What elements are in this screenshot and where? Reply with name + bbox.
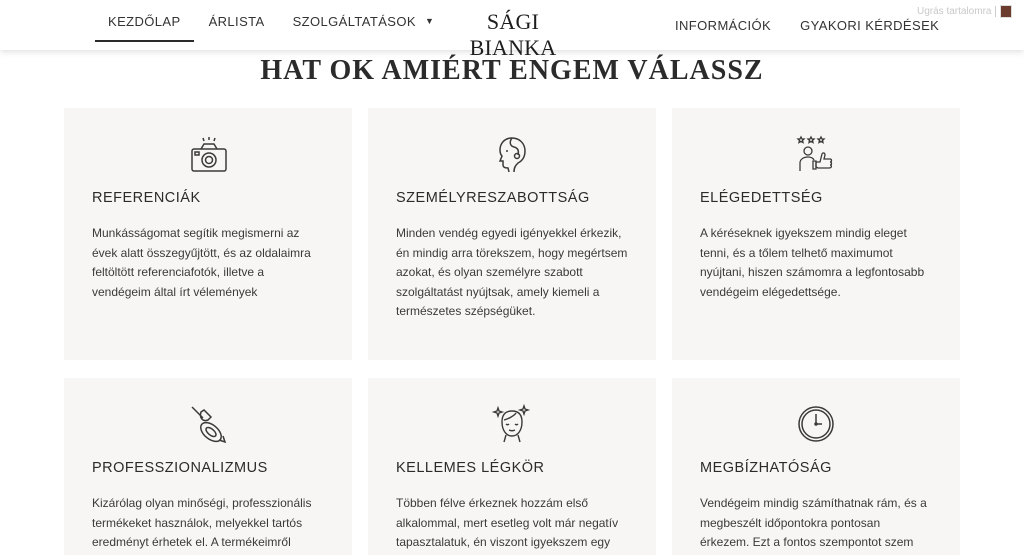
makeup-brush-icon bbox=[189, 404, 229, 444]
card-text-line: eredményt érhetek el. A termékeimről bbox=[92, 535, 291, 549]
clock-icon bbox=[796, 404, 836, 444]
card-text-line: termékeket használok, melyekkel tartós bbox=[92, 515, 303, 530]
card-title: ELÉGEDETTSÉG bbox=[700, 190, 823, 206]
nav-pricelist-label: ÁRLISTA bbox=[208, 13, 265, 29]
feature-card-personalization bbox=[368, 108, 656, 360]
feature-card-professionalism bbox=[64, 378, 352, 555]
card-text-line: tapasztalatuk, én viszont igyekszem egy bbox=[396, 535, 611, 549]
card-text-line: én mindig arra törekszem, hogy megértsem bbox=[396, 245, 628, 260]
sparkle-face-icon bbox=[492, 404, 532, 444]
card-text-line: A kéréseknek igyekszem mindig eleget bbox=[700, 226, 907, 240]
nav-information[interactable] bbox=[675, 4, 771, 46]
card-text-line: érkezem. Ezt a fontos szempontot szem bbox=[700, 535, 914, 549]
card-title: KELLEMES LÉGKÖR bbox=[396, 460, 545, 476]
face-profile-icon bbox=[492, 134, 532, 174]
camera-icon bbox=[189, 136, 229, 176]
avatar[interactable] bbox=[1000, 5, 1012, 18]
card-text-line: vendégeim által írt vélemények bbox=[92, 284, 258, 299]
site-logo[interactable]: SÁGI BIANKA bbox=[469, 9, 557, 60]
divider bbox=[995, 6, 996, 17]
card-text-line: Munkásságomat segítik megismerni az bbox=[92, 226, 300, 240]
nav-faq-label: GYAKORI KÉRDÉSEK bbox=[800, 17, 940, 33]
section-title: HAT OK AMIÉRT ENGEM VÁLASSZ bbox=[260, 55, 764, 86]
nav-home[interactable] bbox=[95, 0, 194, 42]
nav-pricelist[interactable] bbox=[209, 0, 265, 42]
card-text-line: vendégeim elégedettsége. bbox=[700, 284, 841, 299]
feature-card-references bbox=[64, 108, 352, 360]
card-text-line: szolgáltatást nyújtsak, amely kiemeli a bbox=[396, 284, 600, 299]
card-text-line: Többen félve érkeznek hozzám első bbox=[396, 496, 589, 510]
card-description bbox=[700, 224, 940, 302]
feature-card-pleasant-atmosphere bbox=[368, 378, 656, 555]
card-title: REFERENCIÁK bbox=[92, 190, 201, 206]
language-switcher[interactable] bbox=[917, 5, 1012, 18]
feature-card-satisfaction bbox=[672, 108, 960, 360]
card-text-line: természetes szépségüket. bbox=[396, 304, 536, 318]
card-description bbox=[92, 224, 324, 302]
card-description bbox=[396, 494, 636, 553]
caret-down-icon: ▼ bbox=[424, 16, 435, 26]
nav-services-dropdown[interactable] bbox=[293, 0, 435, 42]
card-title: SZEMÉLYRESZABOTTSÁG bbox=[396, 190, 590, 206]
main-nav-left bbox=[95, 0, 462, 42]
top-navbar bbox=[0, 0, 1024, 60]
skip-link-text[interactable]: Ugrás tartalomra bbox=[917, 6, 992, 17]
card-text-line: évek alatt összegyűjtött, és az oldalaimra bbox=[92, 245, 311, 260]
card-text-line: feltöltött referenciafotók, illetve a bbox=[92, 265, 265, 279]
card-text-line: nyújtani, hiszen számomra a legfontosabb bbox=[700, 265, 925, 279]
card-text-line: Vendégeim mindig számíthatnak rám, és a bbox=[700, 496, 927, 510]
card-description bbox=[92, 494, 332, 553]
feature-card-reliability bbox=[672, 378, 960, 555]
nav-home-label: KEZDŐLAP bbox=[108, 13, 181, 29]
card-text-line: Minden vendég egyedi igényekkel érkezik, bbox=[396, 226, 622, 240]
card-description bbox=[700, 494, 940, 553]
card-text-line: tenni, és a tőlem telhető maximumot bbox=[700, 245, 893, 260]
card-text-line: azokat, és olyan személyre szabott bbox=[396, 265, 583, 279]
card-text-line: megbeszélt időpontokra pontosan bbox=[700, 515, 881, 530]
card-description bbox=[396, 224, 636, 322]
card-text-line: alkalommal, mert esetleg volt már negatív bbox=[396, 515, 619, 530]
nav-information-label: INFORMÁCIÓK bbox=[675, 17, 772, 33]
nav-services-label: SZOLGÁLTATÁSOK bbox=[292, 13, 416, 29]
card-title: PROFESSZIONALIZMUS bbox=[92, 460, 268, 476]
card-text-line: Kizárólag olyan minőségi, professzionális bbox=[92, 496, 312, 510]
card-title: MEGBÍZHATÓSÁG bbox=[700, 460, 832, 476]
satisfaction-thumb-icon bbox=[796, 134, 836, 174]
